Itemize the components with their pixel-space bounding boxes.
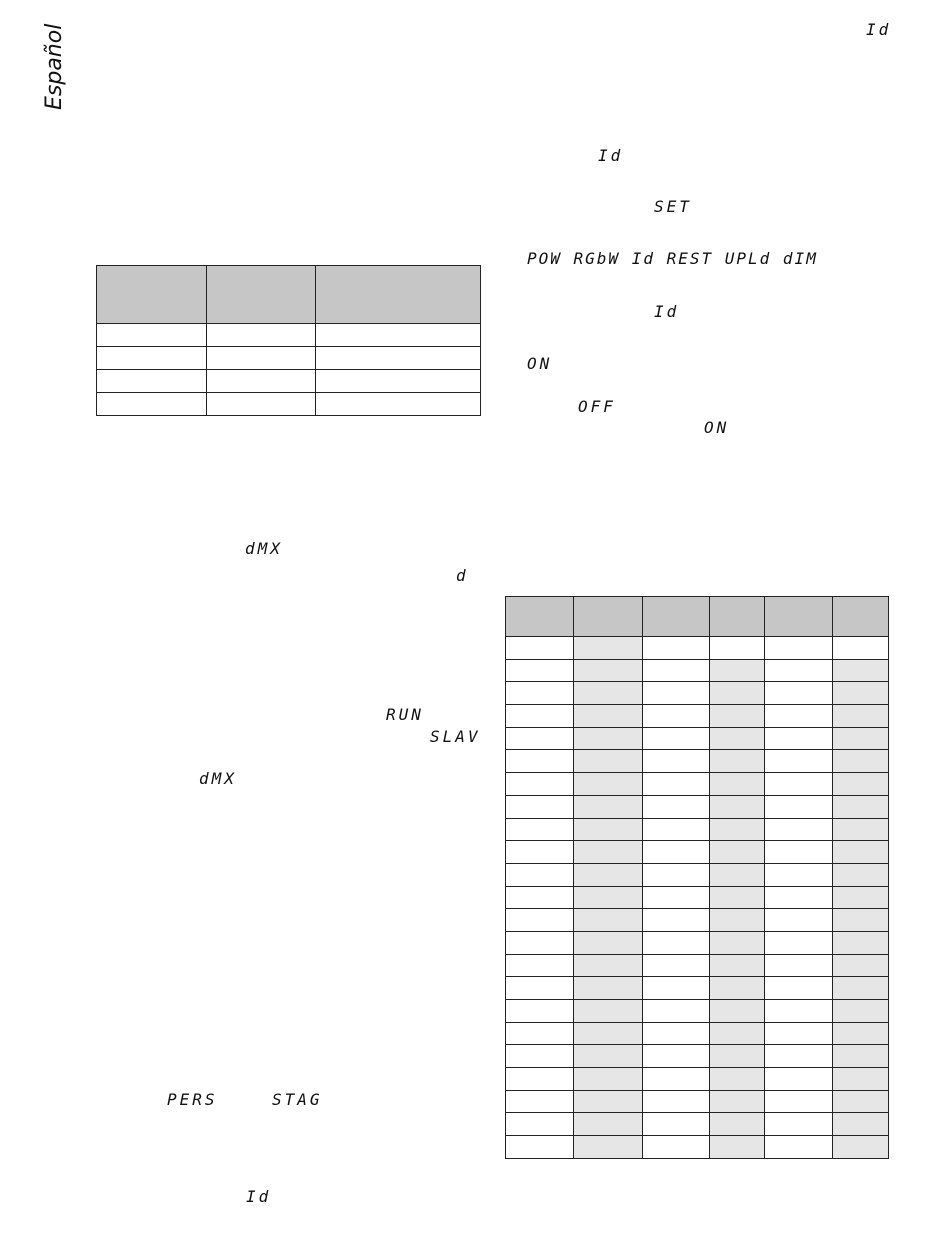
big-table-cell — [710, 863, 765, 886]
big-table-cell — [506, 886, 574, 909]
big-table-cell — [506, 750, 574, 773]
big-table-row — [506, 909, 889, 932]
big-table-cell — [765, 841, 833, 864]
big-table-cell — [573, 1045, 642, 1068]
big-table-cell — [642, 863, 710, 886]
big-table-row — [506, 1045, 889, 1068]
big-table-cell — [710, 1113, 765, 1136]
big-table-cell — [642, 977, 710, 1000]
big-table-cell — [642, 1068, 710, 1091]
big-table-cell — [642, 931, 710, 954]
big-table-cell — [765, 1090, 833, 1113]
lcd-stag: STAG — [272, 1090, 323, 1109]
language-side-label: Español — [42, 23, 67, 110]
big-table-cell — [833, 795, 889, 818]
small-table-cell — [206, 370, 316, 393]
lcd-pers: PERS — [167, 1090, 218, 1109]
big-table-header-cell — [765, 597, 833, 637]
big-table-cell — [506, 909, 574, 932]
big-table-header-cell — [833, 597, 889, 637]
lcd-on-1: ON — [527, 354, 553, 373]
big-table-cell — [506, 841, 574, 864]
big-table-cell — [573, 931, 642, 954]
big-table-cell — [833, 863, 889, 886]
big-table-cell — [833, 727, 889, 750]
big-table-cell — [765, 1113, 833, 1136]
big-table-cell — [710, 750, 765, 773]
big-table-cell — [765, 1022, 833, 1045]
big-table-cell — [642, 841, 710, 864]
big-table-cell — [710, 1045, 765, 1068]
big-table-cell — [506, 954, 574, 977]
big-table-cell — [710, 977, 765, 1000]
big-table-cell — [833, 909, 889, 932]
big-table-header-cell — [710, 597, 765, 637]
big-table-cell — [765, 795, 833, 818]
small-table-header-cell — [316, 266, 481, 324]
big-table-row — [506, 773, 889, 796]
big-table-cell — [710, 727, 765, 750]
small-table-cell — [316, 324, 481, 347]
big-table-cell — [765, 863, 833, 886]
big-table-cell — [642, 637, 710, 660]
big-table-cell — [573, 659, 642, 682]
big-table-cell — [833, 886, 889, 909]
big-table-cell — [642, 1045, 710, 1068]
lcd-id-bottom: Id — [246, 1187, 272, 1206]
small-table-cell — [316, 370, 481, 393]
big-table-cell — [710, 909, 765, 932]
big-table-header-cell — [573, 597, 642, 637]
big-table-cell — [710, 931, 765, 954]
big-table-cell — [710, 954, 765, 977]
big-table-cell — [573, 863, 642, 886]
big-table-cell — [506, 1022, 574, 1045]
big-table-cell — [833, 1068, 889, 1091]
big-table-row — [506, 886, 889, 909]
big-table-cell — [573, 705, 642, 728]
big-table-cell — [573, 954, 642, 977]
big-table-cell — [710, 705, 765, 728]
big-table-cell — [573, 886, 642, 909]
big-table-cell — [642, 1136, 710, 1159]
big-table-cell — [833, 931, 889, 954]
big-table-cell — [506, 1113, 574, 1136]
big-table-cell — [506, 818, 574, 841]
big-table-cell — [765, 931, 833, 954]
big-table-cell — [506, 1045, 574, 1068]
big-table-cell — [506, 1000, 574, 1023]
big-table-cell — [833, 637, 889, 660]
big-table-cell — [765, 977, 833, 1000]
lcd-dmx-2: dMX — [199, 769, 237, 788]
big-table-row — [506, 841, 889, 864]
big-table-cell — [506, 795, 574, 818]
big-table-row — [506, 750, 889, 773]
big-table-cell — [506, 1068, 574, 1091]
big-table-cell — [833, 977, 889, 1000]
big-table-row — [506, 727, 889, 750]
big-table-cell — [833, 773, 889, 796]
big-table-cell — [573, 1068, 642, 1091]
big-table-cell — [506, 773, 574, 796]
big-table-cell — [710, 659, 765, 682]
big-table-cell — [506, 931, 574, 954]
big-table-row — [506, 977, 889, 1000]
big-table-cell — [833, 818, 889, 841]
big-table-cell — [710, 1068, 765, 1091]
big-table-cell — [642, 886, 710, 909]
big-table — [505, 596, 889, 1159]
lcd-dmx-1: dMX — [245, 539, 283, 558]
big-table-cell — [710, 1136, 765, 1159]
big-table-cell — [710, 795, 765, 818]
big-table-cell — [833, 659, 889, 682]
small-table-header-row — [97, 266, 481, 324]
small-table-header-cell — [97, 266, 207, 324]
big-table-cell — [710, 1022, 765, 1045]
big-table-header-cell — [642, 597, 710, 637]
lcd-on-2: ON — [704, 418, 730, 437]
big-table-row — [506, 795, 889, 818]
big-table-cell — [833, 1022, 889, 1045]
big-table-row — [506, 863, 889, 886]
big-table-cell — [765, 705, 833, 728]
big-table-cell — [833, 954, 889, 977]
big-table-cell — [833, 1090, 889, 1113]
big-table-cell — [506, 637, 574, 660]
big-table-cell — [573, 909, 642, 932]
big-table-cell — [573, 1022, 642, 1045]
big-table-row — [506, 1113, 889, 1136]
small-table-row — [97, 324, 481, 347]
big-table-cell — [506, 863, 574, 886]
small-table-cell — [206, 324, 316, 347]
small-table-cell — [97, 324, 207, 347]
big-table-cell — [833, 841, 889, 864]
big-table-row — [506, 682, 889, 705]
big-table-header-cell — [506, 597, 574, 637]
big-table-cell — [710, 818, 765, 841]
big-table-cell — [642, 727, 710, 750]
big-table-cell — [833, 1136, 889, 1159]
lcd-id-1: Id — [598, 146, 624, 165]
big-table-row — [506, 818, 889, 841]
big-table-cell — [765, 773, 833, 796]
big-table-cell — [573, 1113, 642, 1136]
big-table-cell — [765, 750, 833, 773]
big-table-cell — [506, 682, 574, 705]
big-table-cell — [765, 1045, 833, 1068]
big-table-cell — [573, 795, 642, 818]
big-table-cell — [710, 1000, 765, 1023]
big-table-cell — [710, 773, 765, 796]
big-table-cell — [506, 1090, 574, 1113]
big-table-row — [506, 931, 889, 954]
big-table-cell — [573, 773, 642, 796]
big-table-cell — [506, 705, 574, 728]
big-table-cell — [765, 682, 833, 705]
big-table-cell — [573, 727, 642, 750]
lcd-d: d — [456, 566, 469, 585]
big-table-cell — [642, 795, 710, 818]
big-table-row — [506, 1136, 889, 1159]
big-table-row — [506, 954, 889, 977]
big-table-cell — [573, 818, 642, 841]
big-table-cell — [765, 1000, 833, 1023]
big-table-cell — [833, 1113, 889, 1136]
big-table-cell — [642, 705, 710, 728]
big-table-cell — [765, 727, 833, 750]
big-table-cell — [765, 909, 833, 932]
big-table-cell — [642, 750, 710, 773]
lcd-menu-row: POW RGbW Id REST UPLd dIM — [527, 249, 818, 268]
big-table-cell — [573, 682, 642, 705]
big-table-cell — [765, 886, 833, 909]
small-table-cell — [97, 370, 207, 393]
big-table-cell — [833, 750, 889, 773]
big-table-cell — [642, 1113, 710, 1136]
lcd-slav: SLAV — [430, 727, 481, 746]
big-table-row — [506, 1022, 889, 1045]
lcd-off: OFF — [578, 397, 616, 416]
small-table-cell — [206, 393, 316, 416]
big-table-cell — [710, 1090, 765, 1113]
big-table-cell — [506, 727, 574, 750]
big-table-cell — [765, 954, 833, 977]
small-table — [96, 265, 481, 416]
big-table-cell — [765, 1068, 833, 1091]
big-table-cell — [710, 682, 765, 705]
big-table-cell — [833, 1045, 889, 1068]
big-table-row — [506, 637, 889, 660]
big-table-cell — [642, 909, 710, 932]
big-table-row — [506, 1068, 889, 1091]
big-table-row — [506, 1090, 889, 1113]
big-table-cell — [642, 954, 710, 977]
big-table-cell — [710, 886, 765, 909]
big-table-cell — [765, 818, 833, 841]
small-table-row — [97, 370, 481, 393]
big-table-cell — [573, 1136, 642, 1159]
lcd-run: RUN — [386, 705, 424, 724]
small-table-row — [97, 347, 481, 370]
small-table-cell — [206, 347, 316, 370]
big-table-cell — [642, 659, 710, 682]
small-table-row — [97, 393, 481, 416]
big-table-cell — [710, 637, 765, 660]
big-table-cell — [833, 705, 889, 728]
big-table-row — [506, 705, 889, 728]
big-table-cell — [573, 1090, 642, 1113]
big-table-cell — [710, 841, 765, 864]
big-table-cell — [573, 750, 642, 773]
lcd-id-top-right: Id — [866, 20, 892, 39]
big-table-cell — [833, 682, 889, 705]
big-table-cell — [642, 1090, 710, 1113]
big-table-cell — [765, 637, 833, 660]
big-table-row — [506, 1000, 889, 1023]
big-table-cell — [573, 1000, 642, 1023]
small-table-cell — [97, 393, 207, 416]
big-table-cell — [765, 1136, 833, 1159]
big-table-cell — [506, 659, 574, 682]
lcd-id-2: Id — [654, 302, 680, 321]
big-table-cell — [765, 659, 833, 682]
big-table-row — [506, 659, 889, 682]
big-table-cell — [833, 1000, 889, 1023]
small-table-header-cell — [206, 266, 316, 324]
big-table-cell — [573, 637, 642, 660]
small-table-cell — [97, 347, 207, 370]
lcd-set: SET — [654, 197, 692, 216]
big-table-cell — [642, 682, 710, 705]
big-table-cell — [573, 841, 642, 864]
small-table-cell — [316, 347, 481, 370]
big-table-cell — [642, 1000, 710, 1023]
big-table-cell — [506, 1136, 574, 1159]
big-table-cell — [642, 818, 710, 841]
small-table-cell — [316, 393, 481, 416]
big-table-header-row — [506, 597, 889, 637]
big-table-cell — [642, 773, 710, 796]
big-table-cell — [642, 1022, 710, 1045]
big-table-cell — [573, 977, 642, 1000]
big-table-cell — [506, 977, 574, 1000]
